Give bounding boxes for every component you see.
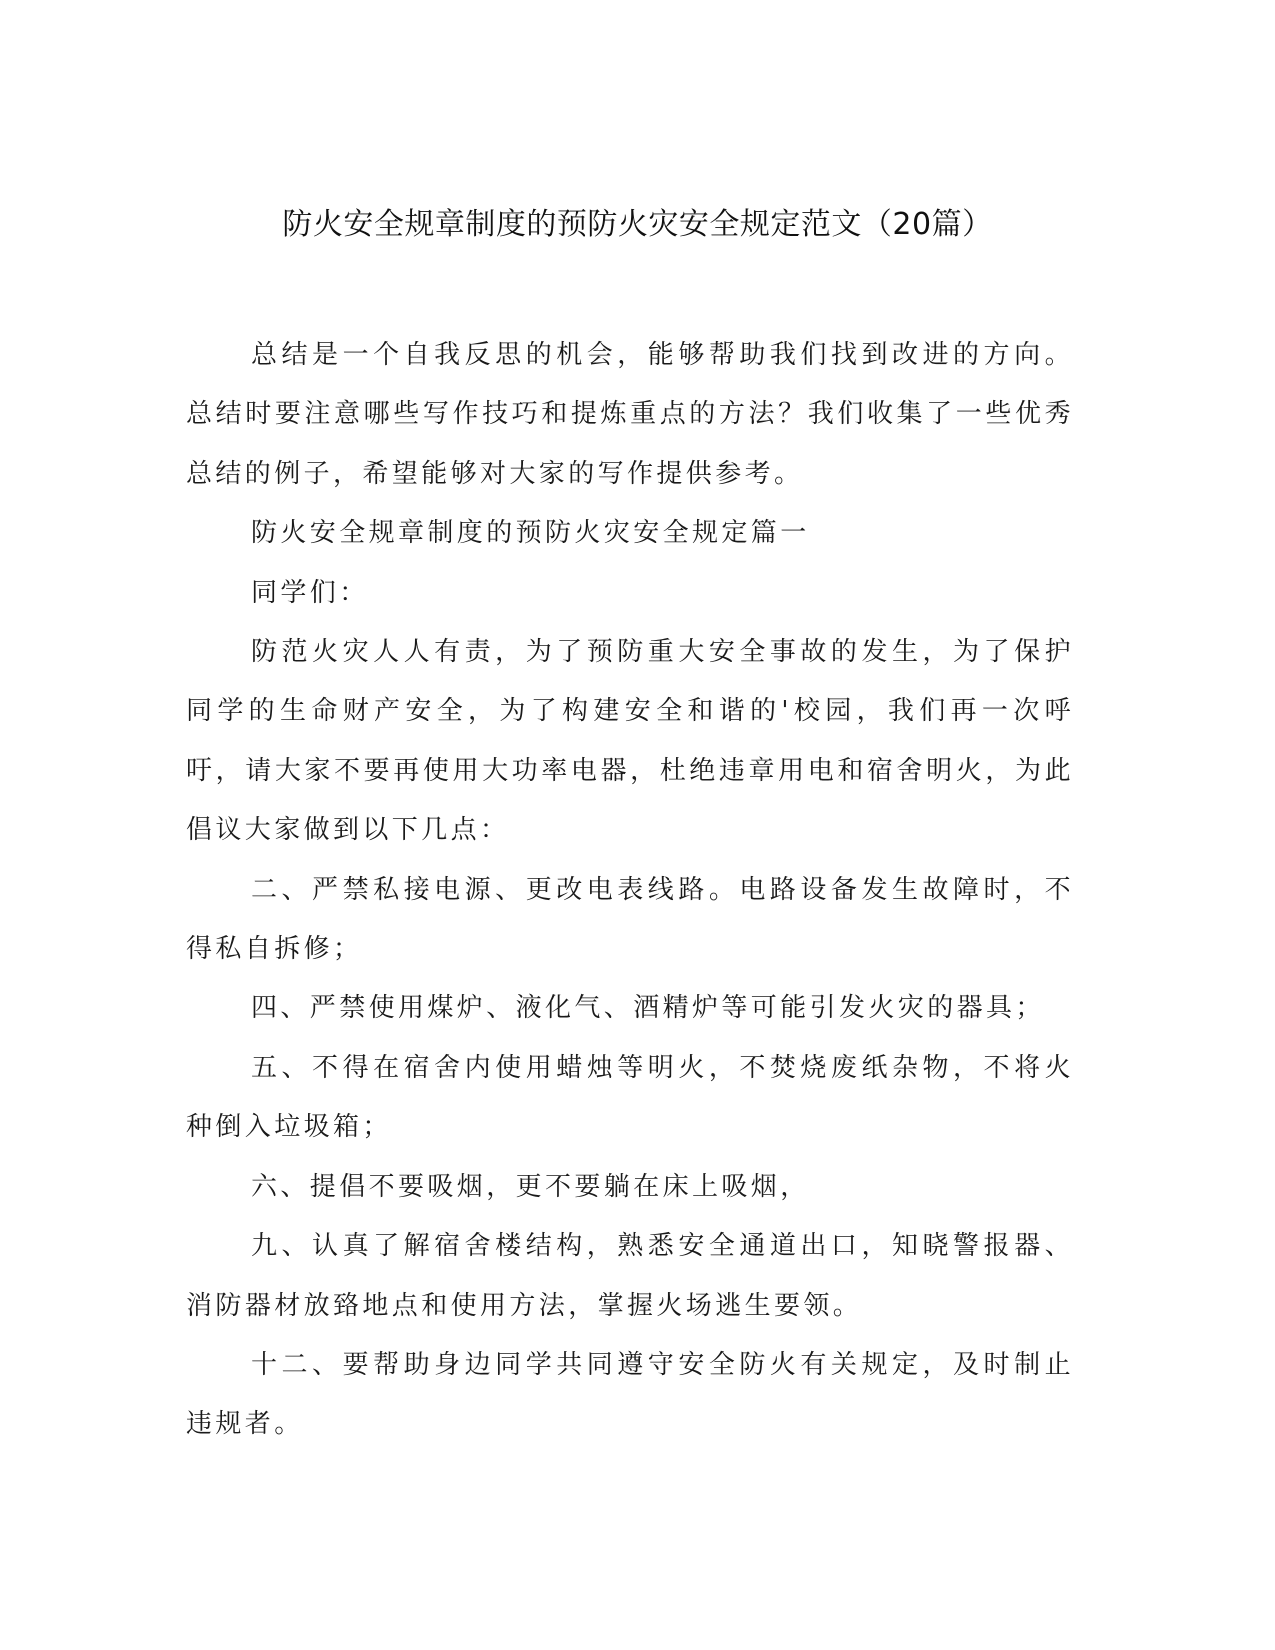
salutation: 同学们：: [251, 577, 369, 608]
rule-item: 四、严禁使用煤炉、液化气、酒精炉等可能引发火灾的器具；: [251, 993, 1045, 1024]
rule-item: 六、提倡不要吸烟，更不要躺在床上吸烟，: [251, 1171, 810, 1202]
rule-item: 五、不得在宿舍内使用蜡烛等明火，不焚烧废纸杂物，不将火种倒入垃圾箱；: [186, 1052, 1074, 1143]
document-body: [186, 326, 1074, 1455]
appeal-paragraph: 防范火灾人人有责，为了预防重大安全事故的发生，为了保护同学的生命财产安全，为了构建安全和谐的'校园，我们再一次呼吁，请大家不要再使用大功率电器，杜绝违章用电和宿舍明火，为此倡议大家做到以下几点：: [186, 637, 1074, 846]
intro-paragraph: 总结是一个自我反思的机会，能够帮助我们找到改进的方向。总结时要注意哪些写作技巧和提炼重点的方法？我们收集了一些优秀总结的例子，希望能够对大家的写作提供参考。: [186, 340, 1074, 489]
rule-item: 二、严禁私接电源、更改电表线路。电路设备发生故障时，不得私自拆修；: [186, 874, 1074, 965]
rule-item: 九、认真了解宿舍楼结构，熟悉安全通道出口，知晓警报器、消防器材放臵地点和使用方法，掌握火场逃生要领。: [186, 1231, 1074, 1321]
document-title: 防火安全规章制度的预防火灾安全规定范文（20篇）: [282, 207, 993, 242]
rule-item: 十二、要帮助身边同学共同遵守安全防火有关规定，及时制止违规者。: [186, 1349, 1074, 1440]
section-heading: 防火安全规章制度的预防火灾安全规定篇一: [251, 518, 810, 549]
